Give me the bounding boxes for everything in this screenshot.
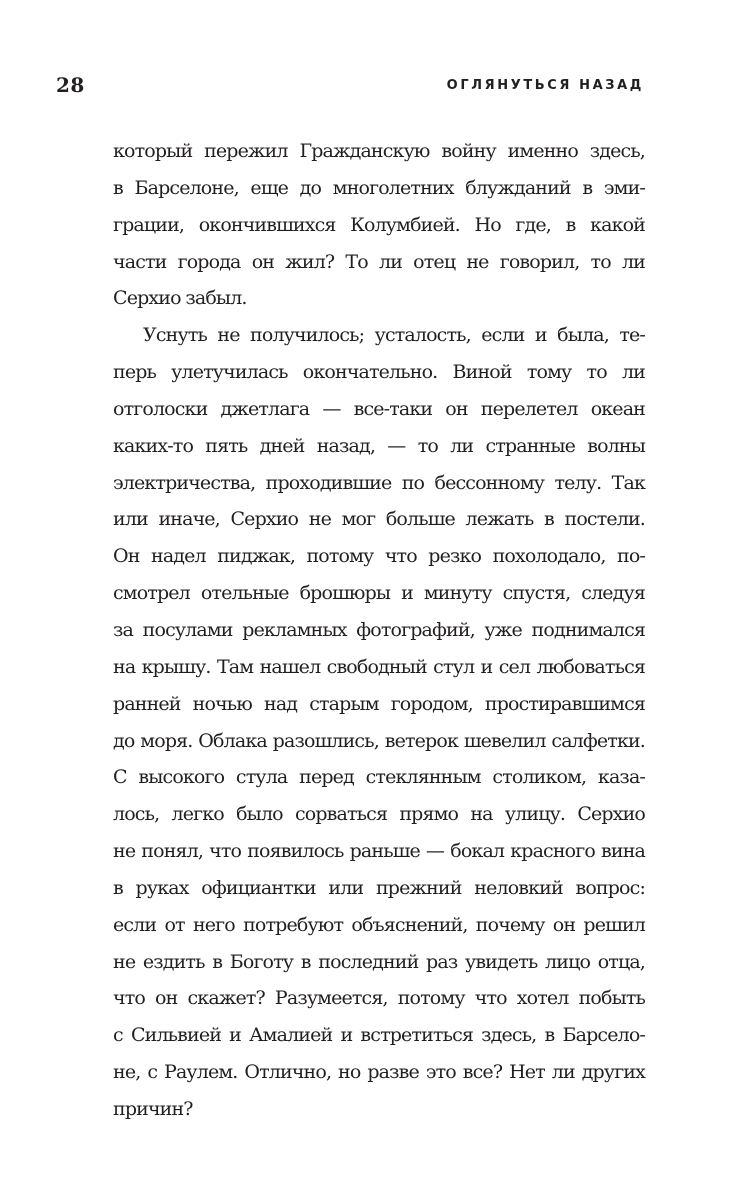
text-line: на крышу. Там нашел свободный стул и сел любоваться [113,655,645,678]
text-line: или иначе, Серхио не мог больше лежать в постели. [113,508,645,531]
text-line: Он надел пиджак, потому что резко похолодало, по- [113,545,645,568]
text-line: отголоски джетлага — все-таки он перелетел океан [113,397,645,420]
page-number: 28 [56,73,85,97]
text-line: электричества, проходившие по бессонному телу. Так [113,471,645,494]
text-line: что он скажет? Разумеется, потому что хотел побыть [113,987,645,1010]
paragraph-1 [113,133,645,317]
text-line: части города он жил? То ли отец не говорил, то ли [113,250,645,273]
text-line: за посулами рекламных фотографий, уже поднимался [113,618,645,641]
running-head [56,70,644,100]
text-line: в Барселоне, еще до многолетних блужданий в эми- [113,176,645,199]
chapter-title: ОГЛЯНУТЬСЯ НАЗАД [446,77,644,93]
text-line: лось, легко было сорваться прямо на улицу. Серхио [113,803,645,826]
body-text [113,133,645,1128]
text-line: не понял, что появилось раньше — бокал красного вина [113,840,645,863]
text-line: смотрел отельные брошюры и минуту спустя, следуя [113,582,645,605]
text-line: Серхио забыл. [113,287,247,310]
text-line: ранней ночью над старым городом, простиравшимся [113,692,645,715]
text-line: причин? [113,1097,193,1120]
text-line: с Сильвией и Амалией и встретиться здесь, в Барсело- [113,1024,645,1047]
text-line: если от него потребуют объяснений, почему он решил [113,913,645,936]
text-line: в руках официантки или прежний неловкий вопрос: [113,876,645,899]
text-line: грации, окончившихся Колумбией. Но где, в какой [113,213,645,236]
text-line: не ездить в Боготу в последний раз увидеть лицо отца, [113,950,645,973]
text-line: С высокого стула перед стеклянным столиком, каза- [113,766,645,789]
text-line: который пережил Гражданскую войну именно здесь, [113,140,645,162]
text-line: Уснуть не получилось; усталость, если и была, те- [143,324,645,347]
text-line: до моря. Облака разошлись, ветерок шевелил салфетки. [113,729,645,752]
text-line: перь улетучилась окончательно. Виной тому то ли [113,361,645,384]
text-line: не, с Раулем. Отлично, но разве это все? Нет ли других [113,1061,645,1084]
paragraph-2 [113,317,645,1128]
text-line: каких-то пять дней назад, — то ли странные волны [113,434,645,457]
